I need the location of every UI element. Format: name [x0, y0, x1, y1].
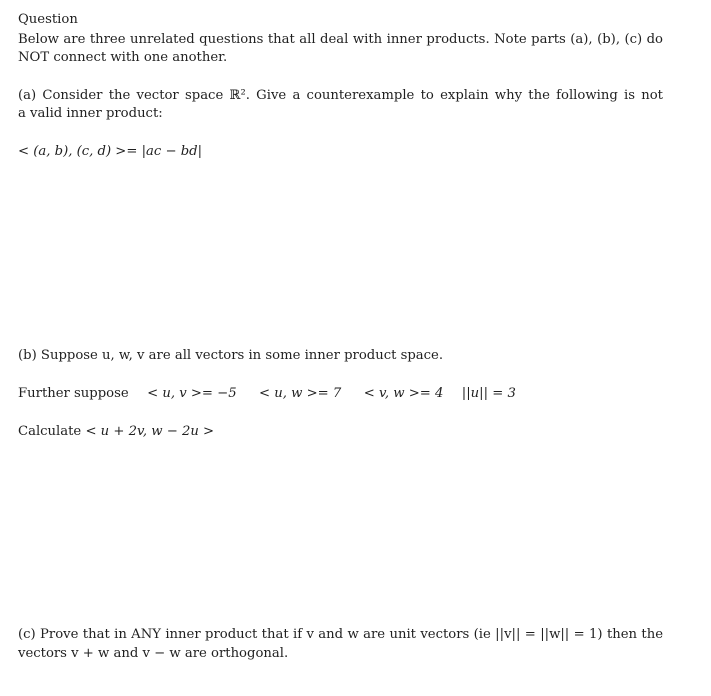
given-uw: < u, w >= 7 [259, 386, 342, 401]
given-norm-u: ||u|| = 3 [461, 386, 516, 401]
part-b-line-1: (b) Suppose u, w, v are all vectors in some inner product space. [18, 348, 444, 363]
intro-line-1: Below are three unrelated questions that all deal with inner products. Note parts (a), (b), (c) do [18, 32, 663, 47]
calculate-label: Calculate [18, 424, 82, 439]
part-c-line-1: (c) Prove that in ANY inner product that if v and w are unit vectors (ie ||v|| = ||w|| = 1) then the [18, 627, 663, 642]
part-b-calculate [18, 423, 214, 441]
part-b-givens [18, 385, 516, 403]
part-a-line-2: a valid inner product: [18, 106, 163, 121]
further-suppose-label: Further suppose [18, 386, 129, 401]
given-uv: < u, v >= −5 [147, 386, 237, 401]
part-a-formula: < (a, b), (c, d) >= |ac − bd| [18, 144, 203, 159]
given-vw: < v, w >= 4 [363, 386, 444, 401]
question-title: Question [18, 12, 78, 27]
part-c-line-2: vectors v + w and v − w are orthogonal. [18, 646, 289, 661]
part-a-line-1: (a) Consider the vector space ℝ². Give a counterexample to explain why the following is not [18, 88, 663, 103]
intro-line-2: NOT connect with one another. [18, 50, 228, 65]
calculate-expression: < u + 2v, w − 2u > [85, 424, 215, 439]
